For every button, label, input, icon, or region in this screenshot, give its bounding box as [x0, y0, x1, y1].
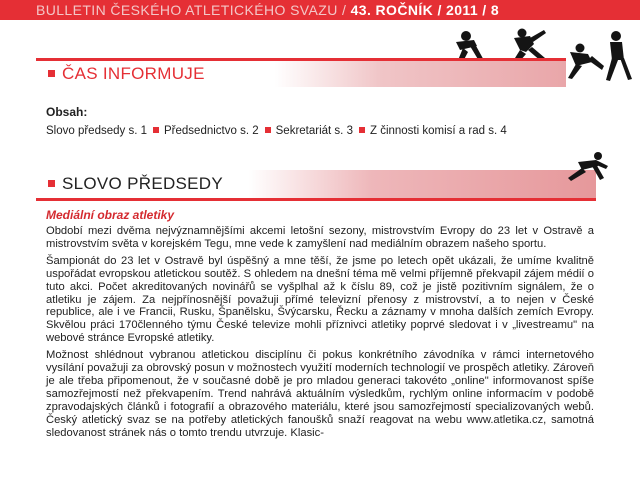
- contents-item[interactable]: Sekretariát s. 3: [275, 125, 353, 137]
- article-banner: [36, 170, 596, 201]
- square-bullet-icon: [48, 180, 55, 187]
- article-body: [46, 225, 594, 444]
- contents-label: Obsah:: [46, 105, 88, 119]
- article-subtitle: Mediální obraz atletiky: [46, 208, 175, 222]
- contents-item[interactable]: Předsednictvo s. 2: [164, 125, 259, 137]
- article-paragraph: Šampionát do 23 let v Ostravě byl úspěšný a mne těší, že jsme po letech opět ukázali, že umíme kvalitně uspořádat evropskou atletickou soutěž. S ohledem na dnešní téma mě velmi příjemně překvapil zájem médií o tuto akci. Počet akreditovaných novinářů se vyšplhal až k číslu 89, což je jistě pozitivním signálem, že o atletiku je zájem. Za nejpřínosnější považuji přímé televizní přenosy z mistrovství, a to nejen v České republice, ale i ve Francii, Rusku, Španělsku, Švýcarsku, Řecku a záznamy v mnoha dalších zemích Evropy. Skvělou práci 170členného týmu České televize mohli příznivci atletiky poprvé sledovat i v „livestreamu" na webové stránce Evropské atletiky.: [46, 254, 594, 345]
- section-banner: [36, 58, 566, 87]
- square-bullet-icon: [153, 127, 159, 133]
- square-bullet-icon: [265, 127, 271, 133]
- article-section-title: SLOVO PŘEDSEDY: [62, 174, 224, 193]
- square-bullet-icon: [359, 127, 365, 133]
- square-bullet-icon: [48, 70, 55, 77]
- contents-list: [46, 124, 507, 138]
- issue-number: 43. ROČNÍK / 2011 / 8: [350, 2, 500, 18]
- bulletin-name: BULLETIN ČESKÉHO ATLETICKÉHO SVAZU /: [36, 2, 347, 18]
- article-paragraph: Období mezi dvěma nejvýznamnějšími akcemi letošní sezony, mistrovstvím Evropy do 23 let v Ostravě a mistrovstvím světa v korejském Tegu, mne vede k zamyšlení nad mediálním obrazem našeho sportu.: [46, 225, 594, 250]
- contents-item[interactable]: Z činnosti komisí a rad s. 4: [369, 125, 507, 137]
- article-paragraph: Možnost shlédnout vybranou atletickou disciplínu či pokus konkrétního závodníka v rámci internetového vysílání považuji za obrovský posun v možnostech využití moderních technologií ve prospěch atletiky. Zároveň je ale třeba připomenout, že v současné době je pro mladou generaci takovéto „online" informovanost spíše samozřejmostí než překvapením. Trend nahrává aktuálním výsledkům, rychlým online informacím v podobě zpravodajských článků i fotografií a obrazového materiálu, které jsou samozřejmostí specializovaných webů. Český atletický svaz se na potřeby atletických fanoušků snaží reagovat na webu www.atletika.cz, samotná sledovanost stránek nás o tomto trendu utvrzuje. Klasic-: [46, 349, 594, 439]
- section-title: ČAS INFORMUJE: [62, 64, 205, 83]
- contents-item[interactable]: Slovo předsedy s. 1: [46, 125, 148, 137]
- sprinter-icon: [560, 148, 612, 188]
